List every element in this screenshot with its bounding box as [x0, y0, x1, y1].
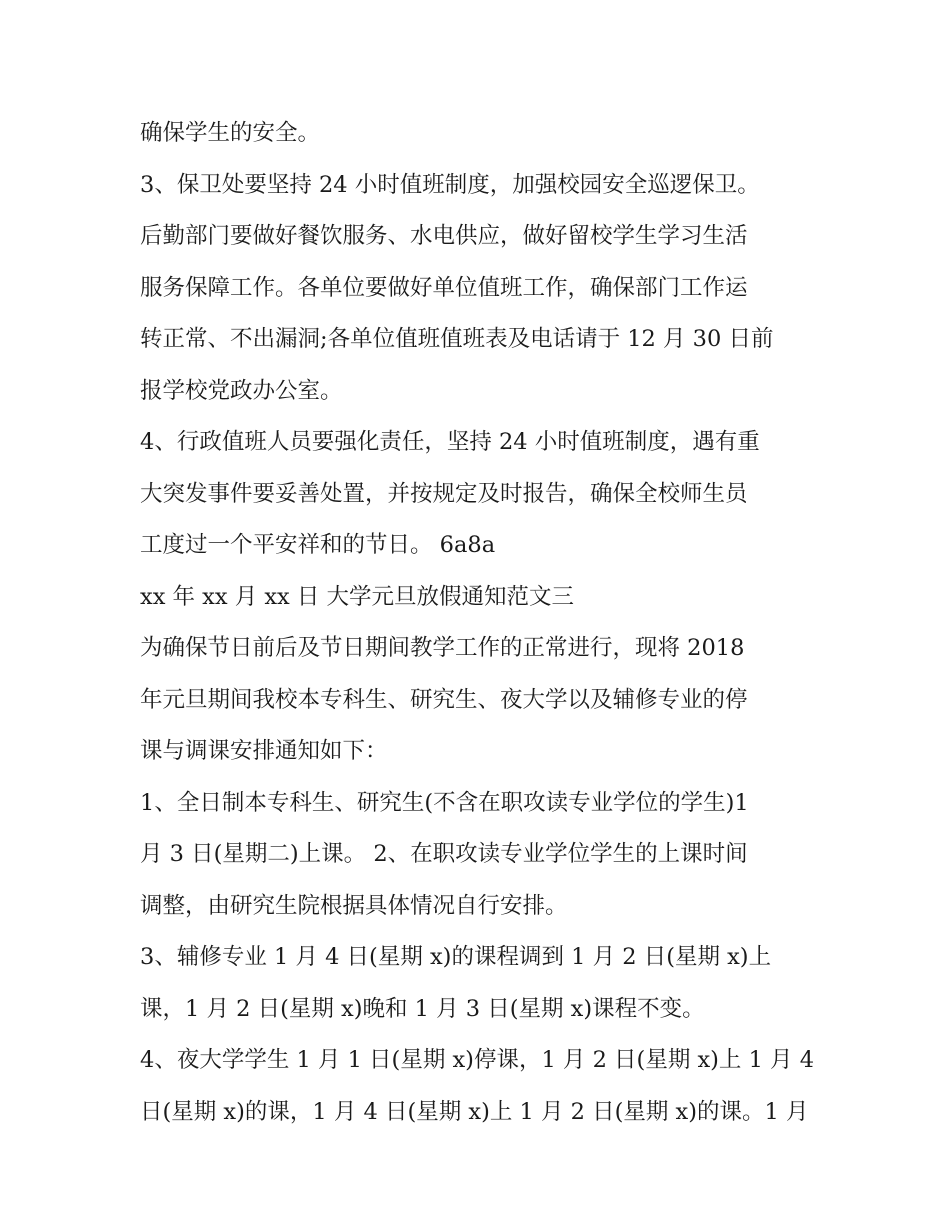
text-line: 课，1 月 2 日(星期 x)晚和 1 月 3 日(星期 x)课程不变。 — [140, 995, 705, 1022]
text-line: 年元旦期间我校本专科生、研究生、夜大学以及辅修专业的停 — [140, 686, 748, 713]
text-line: 日(星期 x)的课，1 月 4 日(星期 x)上 1 月 2 日(星期 x)的课。1 月 — [140, 1098, 809, 1125]
text-line: 大突发事件要妥善处置，并按规定及时报告，确保全校师生员 — [140, 480, 748, 507]
section-heading: xx 年 xx 月 xx 日 大学元旦放假通知范文三 — [140, 583, 575, 610]
text-line: 课与调课安排通知如下： — [140, 738, 388, 764]
text-line: 确保学生的安全。 — [140, 120, 321, 146]
text-line: 工度过一个平安祥和的节日。 6a8a — [140, 532, 496, 558]
text-line: 4、行政值班人员要强化责任，坚持 24 小时值班制度，遇有重 — [140, 429, 760, 455]
text-line: 3、保卫处要坚持 24 小时值班制度，加强校园安全巡逻保卫。 — [140, 171, 760, 198]
text-line: 1、全日制本专科生、研究生(不含在职攻读专业学位的学生)1 — [140, 789, 749, 816]
text-line: 月 3 日(星期二)上课。 2、在职攻读专业学位学生的上课时间 — [140, 841, 748, 867]
text-line: 服务保障工作。各单位要做好单位值班工作，确保部门工作运 — [140, 274, 748, 301]
text-line: 转正常、不出漏洞;各单位值班值班表及电话请于 12 月 30 日前 — [140, 326, 774, 352]
text-line: 调整，由研究生院根据具体情况自行安排。 — [140, 892, 568, 919]
text-line: 3、辅修专业 1 月 4 日(星期 x)的课程调到 1 月 2 日(星期 x)上 — [140, 944, 772, 970]
document-body — [140, 108, 830, 1138]
text-line: 为确保节日前后及节日期间教学工作的正常进行，现将 2018 — [140, 635, 745, 661]
text-line: 后勤部门要做好餐饮服务、水电供应，做好留校学生学习生活 — [140, 223, 748, 249]
text-line: 报学校党政办公室。 — [140, 377, 343, 404]
text-line: 4、夜大学学生 1 月 1 日(星期 x)停课，1 月 2 日(星期 x)上 1 月 4 — [140, 1047, 815, 1073]
